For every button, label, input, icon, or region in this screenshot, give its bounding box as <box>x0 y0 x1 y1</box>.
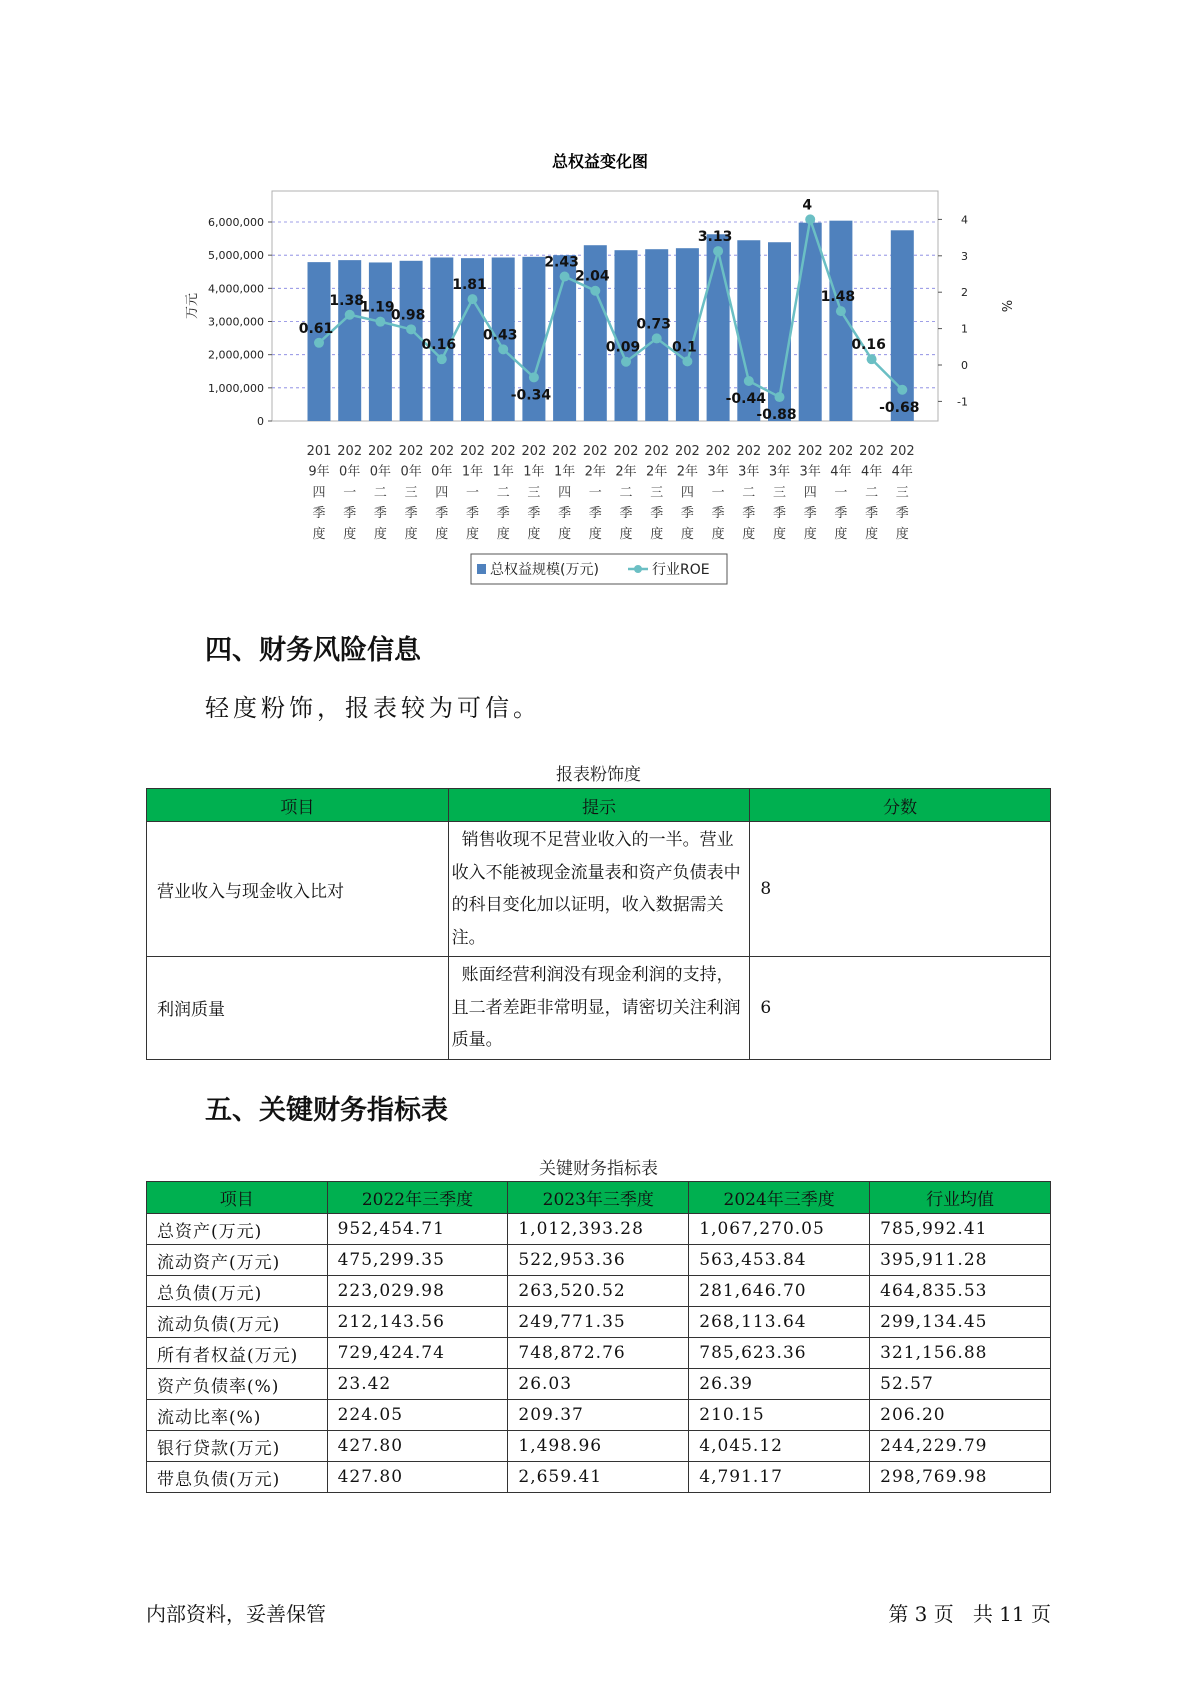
risk-table <box>146 788 1051 1060</box>
x-tick-label: 季 <box>312 506 326 522</box>
metric-value: 952,454.71 <box>327 1214 508 1245</box>
x-tick-label: 202 <box>767 444 792 459</box>
metric-value: 299,134.45 <box>870 1307 1051 1338</box>
x-tick-label: 度 <box>404 526 418 542</box>
x-tick-label: 四 <box>435 485 449 501</box>
risk-hint: 账面经营利润没有现金利润的支持，且二者差距非常明显，请密切关注利润质量。 <box>448 957 750 1060</box>
x-tick-label: 202 <box>429 444 455 459</box>
x-tick-label: 度 <box>312 526 326 542</box>
x-tick-label: 4年 <box>830 464 852 480</box>
roe-point <box>345 310 355 320</box>
bar <box>615 250 638 421</box>
x-tick-label: 202 <box>460 444 485 459</box>
x-tick-label: 2年 <box>646 464 668 480</box>
metric-name: 总负债(万元) <box>147 1276 328 1307</box>
table-row <box>147 1400 1051 1431</box>
metric-name: 总资产(万元) <box>147 1214 328 1245</box>
x-tick-label: 度 <box>772 526 787 542</box>
risk-item: 利润质量 <box>147 957 449 1060</box>
x-tick-label: 二 <box>619 485 633 501</box>
x-tick-label: 202 <box>736 444 762 459</box>
x-tick-label: 四 <box>680 485 694 501</box>
roe-data-label: 0.61 <box>298 320 334 337</box>
x-tick-label: 一 <box>465 485 480 501</box>
x-tick-label: 度 <box>588 526 602 542</box>
roe-point <box>468 294 478 304</box>
x-tick-label: 0年 <box>431 464 453 480</box>
x-tick-label: 二 <box>742 485 756 501</box>
x-tick-label: 202 <box>490 444 516 459</box>
metric-value: 1,067,270.05 <box>689 1214 870 1245</box>
x-tick-label: 季 <box>865 506 879 522</box>
metric-table-caption: 关键财务指标表 <box>539 1159 658 1179</box>
metric-value: 52.57 <box>870 1369 1051 1400</box>
x-tick-label: 202 <box>398 444 424 459</box>
metric-value: 206.20 <box>870 1400 1051 1431</box>
y2-tick-label: 0 <box>961 359 968 372</box>
section5-heading: 五、关键财务指标表 <box>205 1095 448 1126</box>
chart-title: 总权益变化图 <box>551 152 649 171</box>
y2-tick-label: -1 <box>957 395 968 409</box>
metric-value: 395,911.28 <box>870 1245 1051 1276</box>
footer-page-number: 第 3 页 共 11 页 <box>888 1602 1051 1626</box>
roe-point <box>375 317 385 327</box>
x-tick-label: 202 <box>859 444 885 459</box>
x-tick-label: 3年 <box>768 464 791 480</box>
x-tick-label: 202 <box>797 444 823 459</box>
table-row <box>147 1338 1051 1369</box>
x-tick-label: 度 <box>619 526 633 542</box>
metric-value: 748,872.76 <box>508 1338 689 1369</box>
x-tick-label: 4年 <box>891 464 913 480</box>
x-tick-label: 季 <box>435 506 449 522</box>
x-tick-label: 二 <box>865 485 879 501</box>
roe-data-label: 0.98 <box>390 307 426 324</box>
metric-name: 流动负债(万元) <box>147 1307 328 1338</box>
section4-heading: 四、财务风险信息 <box>205 635 421 666</box>
roe-data-label: 1.48 <box>820 289 856 306</box>
y2-tick-label: 3 <box>961 249 968 263</box>
roe-data-label: 1.19 <box>360 299 395 316</box>
y2-tick-label: 2 <box>961 286 968 300</box>
roe-point <box>744 376 754 386</box>
x-tick-label: 季 <box>895 506 909 522</box>
footer-confidential: 内部资料，妥善保管 <box>146 1602 326 1626</box>
x-tick-label: 9年 <box>308 464 330 480</box>
x-tick-label: 一 <box>343 485 357 501</box>
roe-point <box>590 286 600 296</box>
roe-point <box>406 324 416 334</box>
metric-value: 785,623.36 <box>689 1338 870 1369</box>
metric-table <box>146 1181 1051 1493</box>
x-tick-label: 3年 <box>707 464 729 480</box>
legend-bar-label: 总权益规模(万元) <box>490 562 599 578</box>
x-tick-label: 0年 <box>400 464 422 480</box>
y2-tick-label: 1 <box>961 322 968 336</box>
header-item: 项目 <box>147 789 449 822</box>
roe-point <box>652 333 662 343</box>
metric-value: 4,791.17 <box>689 1462 870 1493</box>
x-tick-label: 1年 <box>553 464 576 480</box>
metric-value: 563,453.84 <box>689 1245 870 1276</box>
metric-value: 464,835.53 <box>870 1276 1051 1307</box>
risk-hint: 销售收现不足营业收入的一半。营业收入不能被现金流量表和资产负债表中的科目变化加以证明，收入数据需关注。 <box>448 822 750 957</box>
metric-name: 所有者权益(万元) <box>147 1338 328 1369</box>
roe-data-label: 1.81 <box>452 277 487 294</box>
legend-line-label: 行业ROE <box>652 562 710 578</box>
x-tick-label: 季 <box>742 506 756 522</box>
metric-value: 244,229.79 <box>870 1431 1051 1462</box>
roe-data-label: 0.73 <box>636 316 671 333</box>
roe-point <box>805 214 815 224</box>
bar <box>369 262 392 421</box>
x-tick-label: 季 <box>680 506 694 522</box>
x-tick-label: 201 <box>306 444 332 459</box>
header-industry-avg: 行业均值 <box>870 1182 1051 1214</box>
y-tick-label: 5,000,000 <box>208 249 264 263</box>
y-axis-title: 万元 <box>185 292 200 320</box>
metric-value: 1,498.96 <box>508 1431 689 1462</box>
metric-value: 26.39 <box>689 1369 870 1400</box>
x-tick-label: 季 <box>772 506 787 522</box>
roe-data-label: 2.43 <box>544 254 579 271</box>
metric-value: 729,424.74 <box>327 1338 508 1369</box>
x-tick-label: 度 <box>465 526 480 542</box>
x-tick-label: 季 <box>465 506 480 522</box>
bar <box>400 261 423 421</box>
roe-data-label: 2.04 <box>575 268 610 285</box>
roe-point <box>621 357 631 367</box>
risk-score: 8 <box>750 822 1051 957</box>
x-tick-label: 度 <box>865 526 879 542</box>
risk-summary: 轻度粉饰，报表较为可信。 <box>205 694 541 722</box>
roe-point <box>836 306 846 316</box>
metric-value: 268,113.64 <box>689 1307 870 1338</box>
metric-value: 2,659.41 <box>508 1462 689 1493</box>
risk-item: 营业收入与现金收入比对 <box>147 822 449 957</box>
x-tick-label: 3年 <box>738 464 760 480</box>
roe-data-label: 0.16 <box>421 337 457 354</box>
roe-data-label: 4 <box>802 197 813 214</box>
x-tick-label: 三 <box>404 485 418 501</box>
y-tick-label: 2,000,000 <box>208 348 264 362</box>
roe-data-label: -0.34 <box>510 387 552 404</box>
x-tick-label: 二 <box>496 485 510 501</box>
x-tick-label: 三 <box>650 485 664 501</box>
x-tick-label: 202 <box>367 444 393 459</box>
x-tick-label: 0年 <box>369 464 392 480</box>
roe-data-label: -0.44 <box>725 391 766 408</box>
metric-value: 210.15 <box>689 1400 870 1431</box>
roe-data-label: 0.43 <box>482 327 518 344</box>
metric-value: 212,143.56 <box>327 1307 508 1338</box>
metric-value: 224.05 <box>327 1400 508 1431</box>
roe-point <box>682 356 692 366</box>
x-tick-label: 1年 <box>523 464 545 480</box>
x-tick-label: 季 <box>404 506 418 522</box>
header-2024q3: 2024年三季度 <box>689 1182 870 1214</box>
x-tick-label: 度 <box>527 526 541 542</box>
x-tick-label: 202 <box>552 444 578 459</box>
header-hint: 提示 <box>448 789 750 822</box>
x-tick-label: 季 <box>588 506 602 522</box>
metric-value: 263,520.52 <box>508 1276 689 1307</box>
x-tick-label: 202 <box>337 444 363 459</box>
y-tick-label: 6,000,000 <box>208 216 264 229</box>
y-tick-label: 3,000,000 <box>208 315 264 329</box>
header-item: 项目 <box>147 1182 328 1214</box>
metric-value: 209.37 <box>508 1400 689 1431</box>
bar <box>829 221 852 421</box>
x-tick-label: 202 <box>705 444 731 459</box>
x-tick-label: 一 <box>588 485 602 501</box>
x-tick-label: 202 <box>613 444 639 459</box>
y-tick-label: 4,000,000 <box>208 282 264 296</box>
roe-point <box>314 338 324 348</box>
bar <box>799 223 822 421</box>
legend-line-marker <box>634 565 642 573</box>
roe-point <box>775 392 785 402</box>
x-tick-label: 季 <box>619 506 633 522</box>
x-tick-label: 2年 <box>676 464 699 480</box>
roe-data-label: -0.88 <box>756 407 797 424</box>
header-score: 分数 <box>750 789 1051 822</box>
y-tick-label: 0 <box>257 415 264 428</box>
x-tick-label: 202 <box>674 444 700 459</box>
metric-value: 4,045.12 <box>689 1431 870 1462</box>
x-tick-label: 度 <box>558 526 572 542</box>
x-tick-label: 度 <box>834 526 848 542</box>
table-row <box>147 1276 1051 1307</box>
x-tick-label: 4年 <box>860 464 883 480</box>
roe-point <box>867 354 877 364</box>
x-tick-label: 四 <box>803 485 817 501</box>
x-tick-label: 季 <box>558 506 572 522</box>
metric-value: 249,771.35 <box>508 1307 689 1338</box>
x-tick-label: 度 <box>895 526 909 542</box>
table-row <box>147 1214 1051 1245</box>
table-row <box>147 1245 1051 1276</box>
roe-point <box>713 246 723 256</box>
x-tick-label: 202 <box>889 444 915 459</box>
x-tick-label: 一 <box>834 485 848 501</box>
metric-name: 带息负债(万元) <box>147 1462 328 1493</box>
roe-point <box>498 344 508 354</box>
x-tick-label: 季 <box>373 506 387 522</box>
x-tick-label: 度 <box>373 526 387 542</box>
roe-point <box>897 385 907 395</box>
roe-data-label: 3.13 <box>697 229 733 246</box>
legend-bar-swatch <box>477 564 486 574</box>
x-tick-label: 四 <box>312 485 326 501</box>
header-2023q3: 2023年三季度 <box>508 1182 689 1214</box>
x-tick-label: 202 <box>582 444 608 459</box>
x-tick-label: 四 <box>558 485 572 501</box>
metric-value: 298,769.98 <box>870 1462 1051 1493</box>
header-2022q3: 2022年三季度 <box>327 1182 508 1214</box>
x-tick-label: 3年 <box>799 464 821 480</box>
equity-chart <box>0 0 1191 620</box>
metric-value: 281,646.70 <box>689 1276 870 1307</box>
x-tick-label: 1年 <box>461 464 484 480</box>
roe-point <box>437 354 447 364</box>
risk-table-caption: 报表粉饰度 <box>556 765 641 785</box>
x-tick-label: 三 <box>772 485 787 501</box>
roe-point <box>529 372 539 382</box>
table-row <box>147 822 1051 957</box>
x-tick-label: 2年 <box>615 464 637 480</box>
x-tick-label: 季 <box>343 506 357 522</box>
table-row <box>147 957 1051 1060</box>
table-row <box>147 1431 1051 1462</box>
x-tick-label: 202 <box>828 444 854 459</box>
roe-data-label: -0.68 <box>879 399 920 416</box>
x-tick-label: 度 <box>803 526 817 542</box>
x-tick-label: 0年 <box>339 464 361 480</box>
x-tick-label: 度 <box>680 526 694 542</box>
metric-value: 26.03 <box>508 1369 689 1400</box>
x-tick-label: 季 <box>650 506 664 522</box>
roe-data-label: 0.16 <box>851 337 886 354</box>
x-tick-label: 三 <box>895 485 909 501</box>
table-row <box>147 1307 1051 1338</box>
x-tick-label: 202 <box>644 444 670 459</box>
risk-score: 6 <box>750 957 1051 1060</box>
y2-axis-title: % <box>998 299 1013 313</box>
bar <box>338 260 361 421</box>
metric-value: 321,156.88 <box>870 1338 1051 1369</box>
x-tick-label: 二 <box>373 485 387 501</box>
x-tick-label: 度 <box>435 526 449 542</box>
x-tick-label: 度 <box>711 526 725 542</box>
x-tick-label: 度 <box>343 526 357 542</box>
x-tick-label: 季 <box>496 506 510 522</box>
x-tick-label: 季 <box>711 506 725 522</box>
roe-point <box>560 272 570 282</box>
roe-data-label: 1.38 <box>329 292 364 309</box>
metric-name: 银行贷款(万元) <box>147 1431 328 1462</box>
table-row <box>147 1462 1051 1493</box>
metric-value: 785,992.41 <box>870 1214 1051 1245</box>
x-tick-label: 三 <box>527 485 541 501</box>
metric-value: 427.80 <box>327 1462 508 1493</box>
x-tick-label: 2年 <box>584 464 606 480</box>
y2-tick-label: 4 <box>961 213 968 227</box>
x-tick-label: 季 <box>527 506 541 522</box>
x-tick-label: 1年 <box>492 464 514 480</box>
metric-name: 流动资产(万元) <box>147 1245 328 1276</box>
roe-data-label: 0.09 <box>605 339 641 356</box>
x-tick-label: 度 <box>496 526 510 542</box>
x-tick-label: 202 <box>521 444 547 459</box>
metric-value: 1,012,393.28 <box>508 1214 689 1245</box>
x-tick-label: 度 <box>650 526 664 542</box>
metric-value: 522,953.36 <box>508 1245 689 1276</box>
metric-value: 475,299.35 <box>327 1245 508 1276</box>
y-tick-label: 1,000,000 <box>208 381 264 395</box>
x-tick-label: 度 <box>742 526 756 542</box>
x-tick-label: 季 <box>834 506 848 522</box>
metric-value: 23.42 <box>327 1369 508 1400</box>
metric-value: 427.80 <box>327 1431 508 1462</box>
x-tick-label: 一 <box>711 485 725 501</box>
roe-data-label: 0.1 <box>671 339 697 356</box>
table-row <box>147 1369 1051 1400</box>
metric-value: 223,029.98 <box>327 1276 508 1307</box>
metric-name: 资产负债率(%) <box>147 1369 328 1400</box>
x-tick-label: 季 <box>803 506 817 522</box>
metric-name: 流动比率(%) <box>147 1400 328 1431</box>
